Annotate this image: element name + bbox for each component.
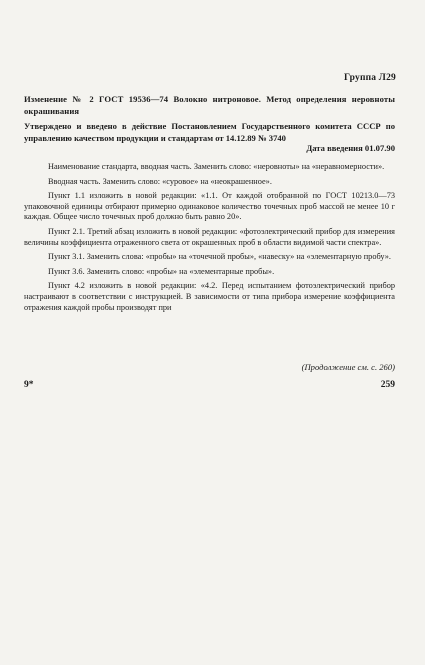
- document-body: [24, 162, 395, 317]
- amendment-title: Изменение № 2 ГОСТ 19536—74 Волокно нитроновое. Метод определения неровноты окрашивания: [24, 94, 395, 116]
- paragraph-item-3-1: Пункт 3.1. Заменить слова: «пробы» на «точечной пробы», «навеску» на «элементарную пробу».: [48, 252, 391, 262]
- paragraph-standard-name: Наименование стандарта, вводная часть. Заменить слово: «неровноты» на «неравномерности».: [48, 162, 385, 171]
- approval-statement: Утверждено и введено в действие Постановлением Государственного комитета СССР по управлению качеством продукции и стандартам от 14.12.89 № 3740: [24, 121, 395, 143]
- page-number: 259: [380, 380, 395, 390]
- signature-mark: 9*: [24, 380, 34, 390]
- effective-date: Дата введения 01.07.90: [306, 143, 395, 153]
- continuation-note: (Продолжение см. с. 260): [301, 362, 395, 372]
- paragraph-intro: Вводная часть. Заменить слово: «суровое» на «неокрашенное».: [48, 176, 272, 186]
- paragraph-item-3-6: Пункт 3.6. Заменить слово: «пробы» на «элементарные пробы».: [48, 266, 275, 276]
- group-code: Группа Л29: [343, 73, 396, 83]
- paragraph-item-1-1: Пункт 1.1 изложить в новой редакции: «1.1. От каждой отобранной по ГОСТ 10213.0—73 упаковочной единицы отбирают примерно одинаковое количество точечных проб массой не менее 10 г каждая. Общее число точечных проб должно быть равно 20».: [24, 191, 395, 222]
- paragraph-item-4-2: Пункт 4.2 изложить в новой редакции: «4.2. Перед испытанием фотоэлектрический прибор настраивают в соответствии с инструкцией. В зависимости от типа прибора измерение коэффициента отражения каждой пробы производят при: [24, 281, 395, 312]
- paragraph-item-2-1: Пункт 2.1. Третий абзац изложить в новой редакции: «фотоэлектрический прибор для измерения величины коэффициента отраженного света от окрашенных проб в области видимой части спектра».: [24, 226, 395, 247]
